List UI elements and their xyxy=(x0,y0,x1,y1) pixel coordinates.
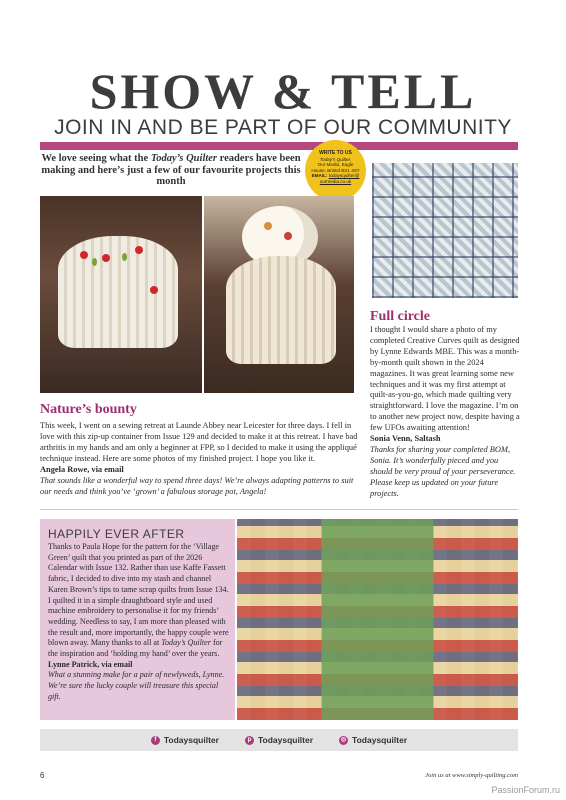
editor-reply: That sounds like a wonderful way to spend three days! We’re always adapting patterns to suit our needs and think you’ve ‘grown’ a fabulous storage pot, Angela! xyxy=(40,476,354,496)
photo-bag-open xyxy=(204,196,354,393)
photo-bag-closed xyxy=(40,196,202,393)
letter-body: Thanks to Paula Hope for the pattern for the ‘Village Green’ quilt that you printed as part of the 2026 Calendar with Issue 132. Rather than use Kaffe Fassett fabric, I decided to dive into my stash and channel Karen Brown’s tips to tame scrap quilts from Issue 134. I quilted it in a simple draughtboard style and used machine embroidery to personalise it for my friends’ wedding. Needless to say, I am more than pleased with the result and, more importantly, the happy couple were blown away. Many thanks to all at Today’s Quilter for the inspiration and ‘holding my hand’ over the years. xyxy=(48,542,229,659)
letter-signature: Angela Rowe, via email xyxy=(40,465,124,474)
social-link-instagram[interactable] xyxy=(339,735,407,745)
address-line: House, Bristol BS1 4ST xyxy=(311,167,360,173)
letter-happily-ever-after xyxy=(48,542,230,703)
write-to-us-title: WRITE TO US xyxy=(319,150,352,156)
section-divider xyxy=(40,509,518,510)
page-title: SHOW & TELL xyxy=(89,63,477,119)
magazine-name: Today’s Quilter xyxy=(161,638,211,648)
magazine-name: Today’s Quilter xyxy=(150,153,218,164)
heading-happily-ever-after: HAPPILY EVER AFTER xyxy=(48,527,185,541)
social-bar xyxy=(40,729,518,751)
social-handle: Todaysquilter xyxy=(163,735,219,745)
pinterest-icon: p xyxy=(245,736,254,745)
letter-natures-bounty xyxy=(40,420,360,497)
editor-reply: Thanks for sharing your completed BOM, Sonia. It’s wonderfully pieced and you should be very proud of your perseverance. Please keep us updated on your future projects. xyxy=(370,444,516,498)
intro-text: We love seeing what the Today’s Quilter readers have been making and here’s just a few of our favourite projects this month xyxy=(41,153,301,187)
photo-creative-curves-quilt xyxy=(372,163,518,298)
email-line: EMAIL: todaysquilter@ ourmedia.co.uk xyxy=(311,173,360,184)
letter-body: This week, I went on a sewing retreat at Launde Abbey near Leicester for three days. I fell in love with this zip-up container from Issue 129 and decided to make it at this retreat. I have bad arthritis in my hands and am only a beginner at FPP, so I decided to make it using the appliqué technique instead. Here are some photos of my finished project. I hope you like it. xyxy=(40,421,358,463)
social-link-pinterest[interactable] xyxy=(245,735,313,745)
email-link[interactable]: todaysquilter@ ourmedia.co.uk xyxy=(319,173,360,184)
letter-signature: Lynne Patrick, via email xyxy=(48,659,133,669)
heading-full-circle: Full circle xyxy=(370,309,430,324)
social-handle: Todaysquilter xyxy=(257,735,314,745)
photo-village-green-quilt xyxy=(237,519,518,720)
page-number: 6 xyxy=(40,771,45,780)
watermark: PassionForum.ru xyxy=(491,785,560,795)
editor-reply: What a stunning make for a pair of newlyweds, Lynne. We’re sure the lucky couple will treasure this special gift. xyxy=(48,670,225,701)
address-line: Our Media, Eagle xyxy=(317,162,354,168)
social-link-facebook[interactable] xyxy=(151,735,219,745)
instagram-icon: ◎ xyxy=(340,736,347,743)
letter-body: I thought I would share a photo of my completed Creative Curves quilt as designed by Lynne Edwards MBE. This was a month-by-month quilt shown in the 2024 magazines. It was great learning some new techniques and it was my first attempt at quilt-as-you-go, which made quilting very straightforward. I love the magazine. I’m on to another new project now, despite having a few UFOs awaiting attention! xyxy=(370,325,520,433)
letter-full-circle xyxy=(370,325,520,500)
facebook-icon: f xyxy=(151,736,160,745)
heading-natures-bounty: Nature’s bounty xyxy=(40,402,137,417)
letter-signature: Sonia Venn, Saltash xyxy=(370,434,441,444)
header-rule xyxy=(40,142,518,150)
social-handle: Todaysquilter xyxy=(352,735,408,745)
page-subtitle: JOIN IN AND BE PART OF OUR COMMUNITY xyxy=(54,116,512,139)
write-to-us-badge xyxy=(305,140,366,201)
address-line: Today’s Quilter, xyxy=(319,156,352,162)
footer-join-text[interactable]: Join us at www.simply-quilting.com xyxy=(425,772,518,779)
